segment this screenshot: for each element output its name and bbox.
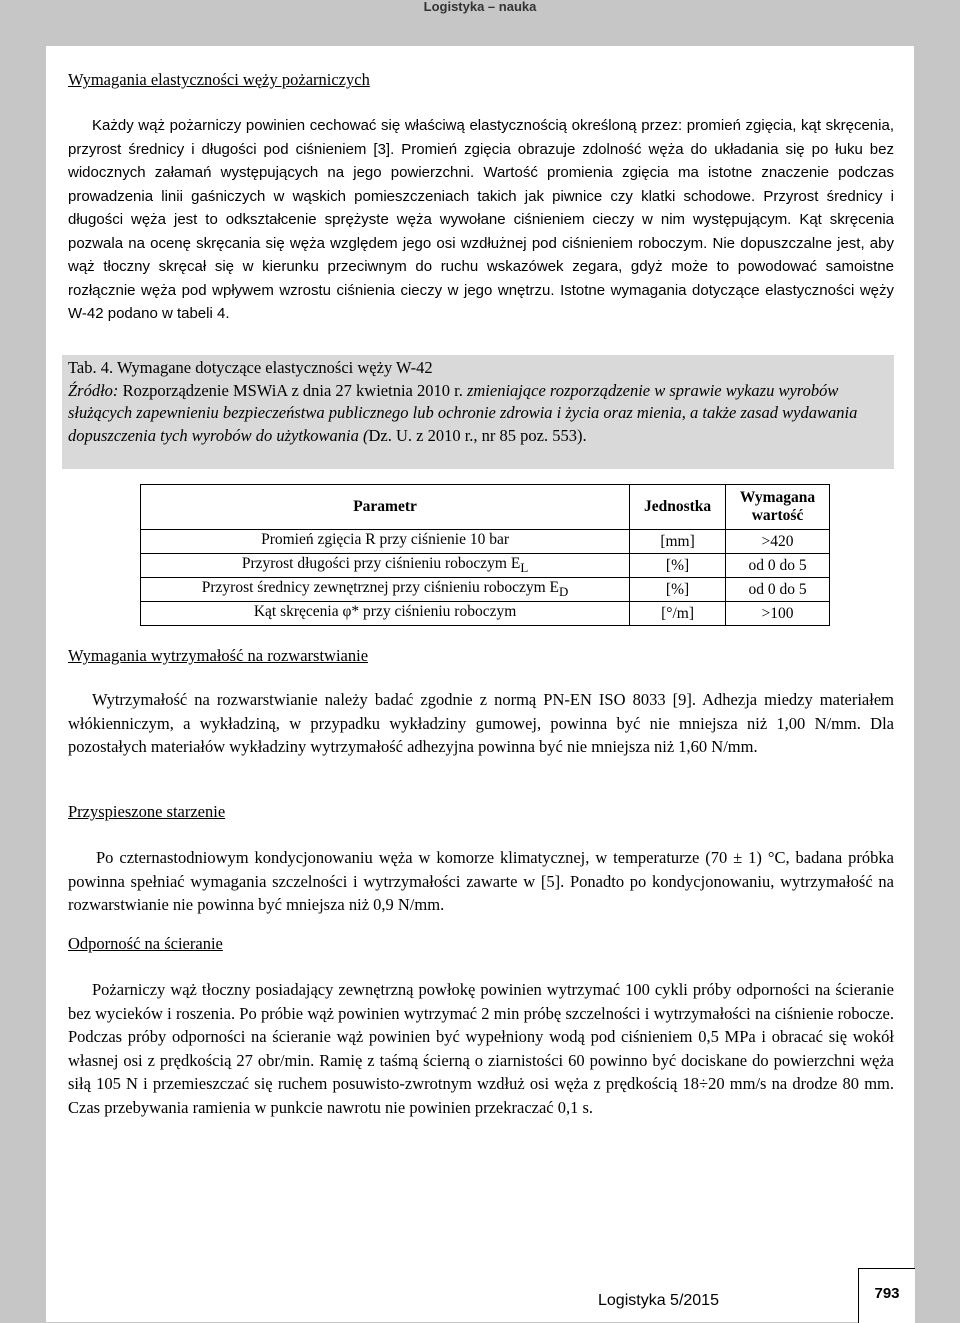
table-source-rest: zmieniające rozporządzenie w sprawie wykazu wyrobów służących zapewnieniu bezpieczeństwa publicznego lub ochronie zdrowia i życia oraz mienia, a także zasad wydawania dopuszczenia tych wyrobów do użytkowania ( xyxy=(68,380,858,445)
cell-parametr: Promień zgięcia R przy ciśnienie 10 bar xyxy=(141,530,630,554)
cell-jednostka: [%] xyxy=(630,554,726,578)
cell-wartosc: od 0 do 5 xyxy=(726,578,830,602)
requirements-table xyxy=(140,484,830,626)
table-source-regulation: Rozporządzenie MSWiA z dnia 27 kwietnia 2010 r. xyxy=(122,380,463,400)
cell-wartosc: >420 xyxy=(726,530,830,554)
table-caption xyxy=(68,357,888,447)
section-heading-delamination: Wymagania wytrzymałość na rozwarstwianie xyxy=(68,646,369,665)
header-wymagana-wartosc: Wymagana wartość xyxy=(726,485,830,530)
table-header-row xyxy=(141,485,830,530)
paragraph-elasticity: Każdy wąż pożarniczy powinien cechować się właściwą elastycznością określoną przez: promień zgięcia, kąt skręcenia, przyrost średnicy i długości pod ciśnieniem [3]. Promień zgięcia obrazuje zdolność węża do układania się po łuku bez widocznych załamań występujących na jego powierzchni. Wartość promienia zgięcia ma istotne znaczenie podczas prowadzenia linii gaśniczych w wąskich pomieszczeniach takich jak piwnice czy klatki schodowe. Przyrost średnicy i długości węża jest to odkształcenie sprężyste węża wywołane ciśnieniem cieczy w nim występującym. Kąt skręcenia pozwala na ocenę skręcania się węża względem jego osi wzdłużnej pod ciśnieniem roboczym. Nie dopuszczalne jest, aby wąż tłoczny skręcał się w kierunku przeciwnym do ruchu wskazówek zegara, gdyż może to powodować samoistne rozłącznie węża pod wpływem wzrostu ciśnienia cieczy w jego wnętrzu. Istotne wymagania dotyczące elastyczności węży W-42 podano w tabeli 4. xyxy=(68,117,894,322)
table-source-journal: Dz. U. z 2010 r., nr 85 poz. 553). xyxy=(368,425,587,445)
table-caption-title: Tab. 4. Wymagane dotyczące elastyczności węży W-42 xyxy=(68,358,433,377)
cell-jednostka: [°/m] xyxy=(630,602,726,626)
page-number: 793 xyxy=(874,1285,900,1302)
table-source-prefix: Źródło: xyxy=(68,380,123,400)
header-parametr: Parametr xyxy=(141,485,630,530)
table-row xyxy=(141,578,830,602)
cell-parametr: Kąt skręcenia φ* przy ciśnieniu roboczym xyxy=(141,602,630,626)
table-row xyxy=(141,602,830,626)
table-caption-box xyxy=(62,355,894,469)
paragraph-delamination: Wytrzymałość na rozwarstwianie należy badać zgodnie z normą PN-EN ISO 8033 [9]. Adhezja miedzy materiałem włókienniczym, a wykładziną, w przypadku wykładziny gumowej, powinna być nie mniejsza niż 1,00 N/mm. Dla pozostałych materiałów wykładziny wytrzymałość adhezyjna powinna być nie mniejsza niż 1,60 N/mm. xyxy=(68,690,894,756)
header-jednostka: Jednostka xyxy=(630,485,726,530)
table-row xyxy=(141,554,830,578)
footer-journal: Logistyka 5/2015 xyxy=(598,1292,719,1309)
table-row xyxy=(141,530,830,554)
section-heading-aging: Przyspieszone starzenie xyxy=(68,802,226,821)
paragraph-abrasion: Pożarniczy wąż tłoczny posiadający zewnętrzną powłokę powinien wytrzymać 100 cykli próby odporności na ścieranie bez wycieków i roszenia. Po próbie wąż powinien wytrzymać 2 min próbę szczelności i wytrzymałości na ciśnienie robocze. Podczas próby odporności na ścieranie wąż powinien być wypełniony wodą pod ciśnieniem 0,5 MPa i obracać się wokół własnej osi z prędkością 27 obr/min. Ramię z taśmą ścierną o ziarnistości 60 powinno być dociskane do powierzchni węża siłą 105 N i przemieszczać się ruchem posuwisto-zwrotnym wzdłuż osi węża z prędkością 18÷20 mm/s na drodze 80 mm. Czas przebywania ramienia w punkcie nawrotu nie powinien przekraczać 0,1 s. xyxy=(68,980,894,1117)
cell-wartosc: >100 xyxy=(726,602,830,626)
page-number-box xyxy=(858,1268,915,1323)
cell-parametr: Przyrost długości przy ciśnieniu roboczym $E_L$ xyxy=(141,554,630,578)
section-heading-elasticity: Wymagania elastyczności węży pożarniczych xyxy=(68,70,370,89)
section-heading-abrasion: Odporność na ścieranie xyxy=(68,934,223,953)
cell-jednostka: [mm] xyxy=(630,530,726,554)
cell-jednostka: [%] xyxy=(630,578,726,602)
page xyxy=(46,46,914,1322)
paragraph-aging: Po czternastodniowym kondycjonowaniu węża w komorze klimatycznej, w temperaturze (70 ± 1) °C, badana próbka powinna spełniać wymagania szczelności i wytrzymałości zawarte w [5]. Ponadto po kondycjonowaniu, wytrzymałość na rozwarstwianie nie powinna być mniejsza niż 0,9 N/mm. xyxy=(68,848,894,914)
cell-parametr: Przyrost średnicy zewnętrznej przy ciśnieniu roboczym $E_D$ xyxy=(141,578,630,602)
running-header: Logistyka – nauka xyxy=(423,0,537,14)
cell-wartosc: od 0 do 5 xyxy=(726,554,830,578)
